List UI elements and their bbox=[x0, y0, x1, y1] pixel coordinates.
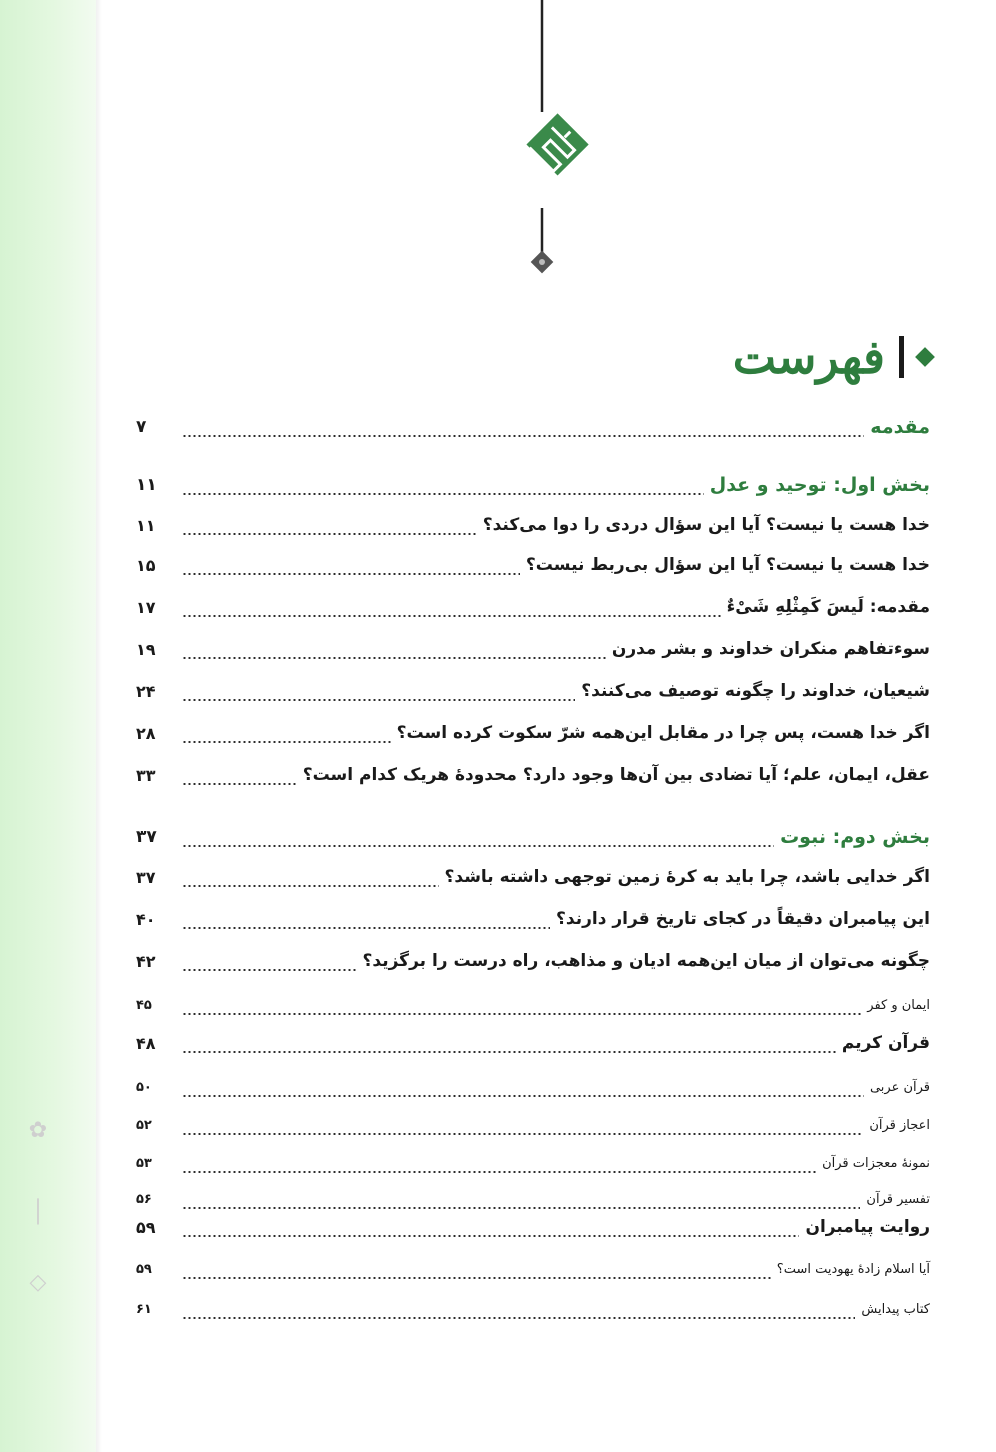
toc-entry bbox=[136, 1254, 930, 1284]
toc-entry-page: ۵۹ bbox=[136, 1261, 152, 1277]
toc-entry-title: ایمان و کفر bbox=[867, 997, 930, 1013]
toc-entry-page: ۴۰ bbox=[136, 909, 156, 929]
toc-entry-title: شیعیان، خداوند را چگونه توصیف می‌کنند؟ bbox=[581, 681, 930, 701]
dot-leader bbox=[182, 533, 477, 535]
heading-divider bbox=[899, 336, 904, 378]
toc-entry-page: ۵۳ bbox=[136, 1155, 152, 1171]
heading-bullet-icon bbox=[915, 347, 935, 367]
toc-entry bbox=[136, 412, 930, 442]
toc-entry-page: ۱۹ bbox=[136, 639, 156, 659]
toc-heading bbox=[733, 322, 932, 392]
toc-entry-title: بخش اول: توحید و عدل bbox=[709, 474, 930, 496]
toc-entry-page: ۴۸ bbox=[136, 1033, 156, 1053]
toc-entry bbox=[136, 1148, 930, 1178]
dot-leader bbox=[182, 1207, 860, 1209]
toc-entry-page: ۴۵ bbox=[136, 997, 152, 1013]
dot-leader bbox=[182, 927, 550, 929]
toc-entry bbox=[136, 822, 930, 852]
toc-entry-title: خدا هست یا نیست؟ آیا این سؤال بی‌ربط نیست؟ bbox=[525, 555, 930, 575]
toc-entry-title: قرآن کریم bbox=[841, 1033, 930, 1053]
edge-divider-mark: │ bbox=[31, 1200, 45, 1225]
toc-entry-page: ۷ bbox=[136, 417, 147, 437]
dot-leader bbox=[182, 1277, 771, 1279]
toc-entry bbox=[136, 946, 930, 976]
toc-entry-page: ۵۶ bbox=[136, 1191, 152, 1207]
kufic-ornament-icon bbox=[490, 0, 594, 280]
toc-entry-page: ۱۷ bbox=[136, 597, 156, 617]
toc-entry-title: اگر خدا هست، پس چرا در مقابل این‌همه شرّ سکوت کرده است؟ bbox=[396, 723, 930, 743]
toc-entry-title: این پیامبران دقیقاً در کجای تاریخ قرار دارند؟ bbox=[556, 909, 930, 929]
toc-entry-title: قرآن عربی bbox=[869, 1079, 930, 1095]
toc-entry-title: بخش دوم: نبوت bbox=[780, 826, 930, 848]
toc-entry bbox=[136, 1294, 930, 1324]
toc-entry-title: کتاب پیدایش bbox=[861, 1301, 930, 1317]
dot-leader bbox=[182, 845, 774, 847]
toc-entry-title: نمونهٔ معجزات قرآن bbox=[822, 1155, 930, 1171]
toc-entry bbox=[136, 760, 930, 790]
toc-entry bbox=[136, 634, 930, 664]
edge-logo-mark: ✿ bbox=[28, 1118, 48, 1143]
toc-entry-title: مقدمه bbox=[870, 416, 930, 438]
toc-entry-title: اگر خدایی باشد، چرا باید به کرهٔ زمین توجهی داشته باشد؟ bbox=[444, 867, 930, 887]
toc-entry-page: ۳۷ bbox=[136, 827, 157, 847]
toc-entry-title: اعجاز قرآن bbox=[869, 1117, 930, 1133]
toc-entry-page: ۵۹ bbox=[136, 1217, 156, 1237]
toc-entry-title: روایت پیامبران bbox=[805, 1217, 930, 1237]
toc-entry-title: عقل، ایمان، علم؛ آیا تضادی بین آن‌ها وجود دارد؟ محدودهٔ هریک کدام است؟ bbox=[302, 765, 930, 785]
toc-entry-title: آیا اسلام زادهٔ یهودیت است؟ bbox=[776, 1261, 930, 1277]
toc-entry bbox=[136, 470, 930, 500]
toc-entry bbox=[136, 1110, 930, 1140]
dot-leader bbox=[182, 657, 606, 659]
dot-leader bbox=[182, 615, 721, 617]
toc-entry bbox=[136, 510, 930, 540]
toc-entry-page: ۴۲ bbox=[136, 951, 156, 971]
toc-entry-page: ۱۵ bbox=[136, 555, 156, 575]
dot-leader bbox=[182, 1095, 864, 1097]
toc-entry-page: ۳۳ bbox=[136, 765, 156, 785]
dot-leader bbox=[182, 435, 864, 437]
toc-entry bbox=[136, 1184, 930, 1214]
dot-leader bbox=[182, 1171, 816, 1173]
toc-entry bbox=[136, 592, 930, 622]
dot-leader bbox=[182, 885, 439, 887]
toc-entry bbox=[136, 550, 930, 580]
toc-entry bbox=[136, 990, 930, 1020]
dot-leader bbox=[182, 1051, 836, 1053]
dot-leader bbox=[182, 493, 704, 495]
dot-leader bbox=[182, 1317, 855, 1319]
toc-title: فهرست bbox=[732, 330, 885, 384]
dot-leader bbox=[182, 1013, 861, 1015]
page-fold-shadow bbox=[96, 0, 102, 1452]
toc-entry bbox=[136, 1072, 930, 1102]
dot-leader bbox=[182, 573, 520, 575]
toc-entry bbox=[136, 718, 930, 748]
toc-entry-page: ۵۰ bbox=[136, 1079, 152, 1095]
toc-entry-title: سوء‌تفاهم منکران خداوند و بشر مدرن bbox=[611, 639, 930, 659]
edge-small-mark: ◇ bbox=[29, 1270, 47, 1295]
toc-entry bbox=[136, 1212, 930, 1242]
dot-leader bbox=[182, 699, 575, 701]
toc-entry-page: ۱۱ bbox=[136, 515, 156, 535]
toc-entry-title: مقدمه: لَیسَ کَمِثْلِهِ شَیْءٌ bbox=[726, 597, 930, 617]
dot-leader bbox=[182, 1133, 863, 1135]
toc-entry-page: ۱۱ bbox=[136, 475, 157, 495]
toc-entry bbox=[136, 676, 930, 706]
dot-leader bbox=[182, 783, 297, 785]
toc-entry-title: خدا هست یا نیست؟ آیا این سؤال دردی را دوا می‌کند؟ bbox=[482, 515, 930, 535]
dot-leader bbox=[182, 741, 391, 743]
toc-entry-page: ۳۷ bbox=[136, 867, 156, 887]
toc-entry-page: ۶۱ bbox=[136, 1301, 152, 1317]
dot-leader bbox=[182, 969, 357, 971]
toc-entry-page: ۵۲ bbox=[136, 1117, 152, 1133]
toc-entry-page: ۲۴ bbox=[136, 681, 156, 701]
toc-entry bbox=[136, 862, 930, 892]
page-edge-strip bbox=[0, 0, 96, 1452]
toc-entry bbox=[136, 1028, 930, 1058]
toc-entry-title: تفسیر قرآن bbox=[866, 1191, 930, 1207]
toc-entry-page: ۲۸ bbox=[136, 723, 156, 743]
dot-leader bbox=[182, 1235, 799, 1237]
toc-entry-title: چگونه می‌توان از میان این‌همه ادیان و مذاهب، راه درست را برگزید؟ bbox=[362, 951, 930, 971]
toc-entry bbox=[136, 904, 930, 934]
